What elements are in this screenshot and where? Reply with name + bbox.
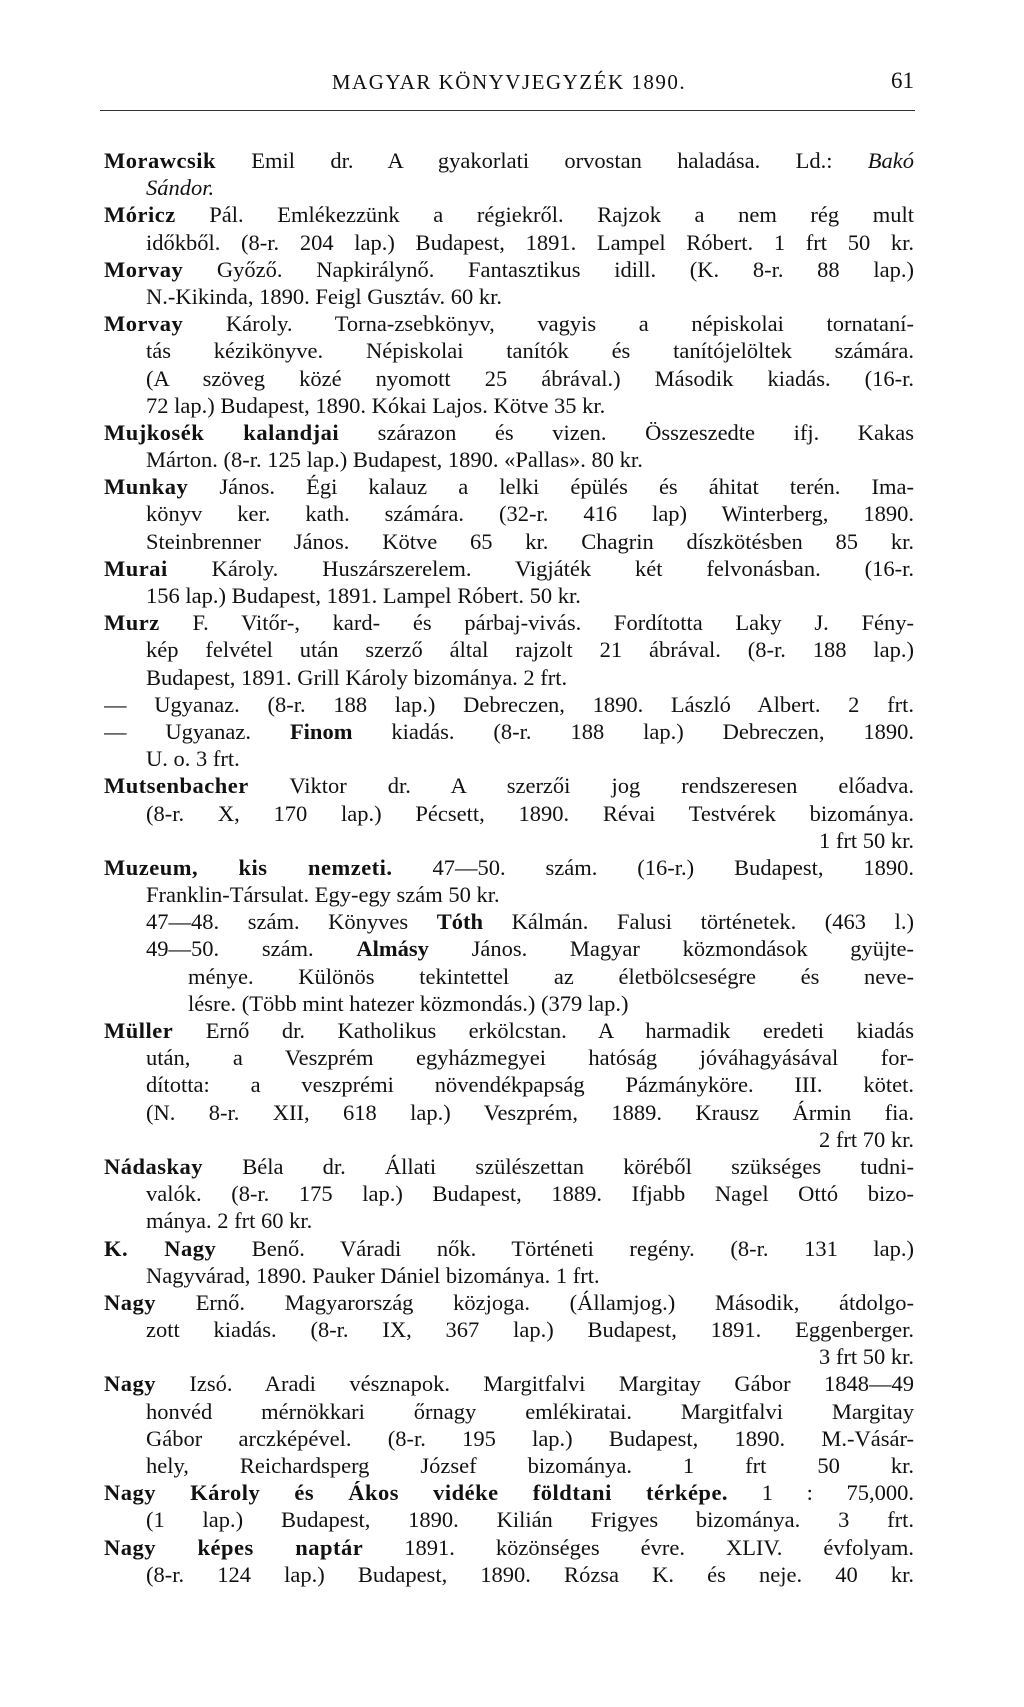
- entry-line: [104, 963, 914, 990]
- entry-line: [104, 256, 914, 283]
- entry-line: [104, 283, 914, 310]
- entry-heading: Murai: [104, 555, 168, 581]
- entry-line: [104, 1071, 914, 1098]
- entry-heading: K. Nagy: [104, 1235, 217, 1261]
- entry-line: [104, 718, 914, 745]
- entry-text: Tóth: [436, 909, 483, 935]
- entry-heading: Nagy Károly és Ákos vidéke földtani térképe.: [104, 1480, 729, 1506]
- page-header: [104, 66, 914, 102]
- entry-text: Győző. Napkirálynő. Fantasztikus idill. (K. 8-r. 88 lap.): [183, 256, 914, 282]
- entry-heading: Morvay: [104, 256, 184, 282]
- entry-text: ménye. Különös tekintettel az életbölcseségre és neve-: [188, 963, 914, 989]
- entry-text: Emil dr. A gyakorlati orvostan haladása. Ld.:: [215, 148, 868, 173]
- entry-line: [104, 500, 914, 527]
- entry-text: honvéd mérnökkari őrnagy emlékiratai. Margitfalvi Margitay: [146, 1398, 914, 1424]
- entry-line: [104, 1262, 914, 1289]
- entry-text: Benő. Váradi nők. Történeti regény. (8-r. 131 lap.): [216, 1235, 914, 1261]
- entry-line: [104, 1126, 914, 1153]
- entry-text: 49—50. szám.: [146, 936, 357, 962]
- entry-line: [104, 528, 914, 555]
- entry-text: Viktor dr. A szerzői jog rendszeresen előadva.: [248, 773, 914, 799]
- entry-text: zott kiadás. (8-r. IX, 367 lap.) Budapest, 1891. Eggenberger.: [146, 1317, 914, 1343]
- entry-text: Steinbrenner János. Kötve 65 kr. Chagrin díszkötésben 85 kr.: [146, 528, 914, 554]
- entry-text: mánya. 2 frt 60 kr.: [146, 1208, 313, 1234]
- entry-text: (N. 8-r. XII, 618 lap.) Veszprém, 1889. Krausz Ármin fia.: [146, 1099, 914, 1125]
- entry-line: [104, 365, 914, 392]
- entry-line: [104, 1316, 914, 1343]
- entry-line: [104, 174, 914, 201]
- entry-heading: Móricz: [104, 202, 176, 228]
- entry-line: [104, 392, 914, 419]
- entry-line: [104, 446, 914, 473]
- entry-text: (A szöveg közé nyomott 25 ábrával.) Második kiadás. (16-r.: [146, 365, 914, 391]
- entry-line: [104, 1343, 914, 1370]
- entry-line: [104, 664, 914, 691]
- entry-line: [104, 1207, 914, 1234]
- entry-text: 47—50. szám. (16-r.) Budapest, 1890.: [392, 854, 914, 880]
- entry-text: U. o. 3 frt.: [146, 746, 240, 772]
- entry-line: [104, 609, 914, 636]
- entry-text: F. Vitőr-, kard- és párbaj-vivás. Fordította Laky J. Fény-: [159, 610, 914, 636]
- entry-text: — Ugyanaz. (8-r. 188 lap.) Debreczen, 1890. László Albert. 2 frt.: [104, 691, 914, 717]
- entry-text: Károly. Huszárszerelem. Vigjáték két felvonásban. (16-r.: [167, 555, 914, 581]
- entry-text: Nagyvárad, 1890. Pauker Dániel bizománya. 1 frt.: [146, 1262, 600, 1288]
- entry-line: [104, 1561, 914, 1588]
- entry-text: valók. (8-r. 175 lap.) Budapest, 1889. Ifjabb Nagel Ottó bizo-: [146, 1181, 914, 1207]
- running-title: MAGYAR KÖNYVJEGYZÉK 1890.: [331, 70, 687, 94]
- entry-line: [104, 691, 914, 718]
- entry-text: Ernő. Magyarország közjoga. (Államjog.) Második, átdolgo-: [156, 1289, 914, 1315]
- entry-line: [104, 990, 914, 1017]
- entry-text: (8-r. 124 lap.) Budapest, 1890. Rózsa K. és neje. 40 kr.: [146, 1561, 914, 1587]
- entry-text: Márton. (8-r. 125 lap.) Budapest, 1890. «Pallas». 80 kr.: [146, 447, 643, 473]
- entry-heading: Muzeum, kis nemzeti.: [104, 854, 393, 880]
- entry-text: Almásy: [356, 936, 429, 962]
- entry-heading: Nagy képes naptár: [104, 1534, 364, 1560]
- entry-heading: Murz: [104, 610, 160, 636]
- entry-text: 1 frt 50 kr.: [819, 827, 914, 853]
- entry-text: Pál. Emlékezzünk a régiekről. Rajzok a nem rég mult: [175, 202, 914, 228]
- entry-text: 2 frt 70 kr.: [819, 1126, 914, 1152]
- entry-line: [104, 1452, 914, 1479]
- entry-line: [104, 1479, 914, 1506]
- entry-heading: Mujkosék kalandjai: [104, 419, 340, 445]
- entry-heading: Nagy: [104, 1371, 156, 1397]
- entry-heading: Mutsenbacher: [104, 773, 249, 799]
- entry-line: [104, 745, 914, 772]
- entry-text: lésre. (Több mint hatezer közmondás.) (379 lap.): [188, 990, 629, 1016]
- entry-text: (1 lap.) Budapest, 1890. Kilián Frigyes bizománya. 3 frt.: [146, 1507, 914, 1533]
- entry-text: Ernő dr. Katholikus erkölcstan. A harmadik eredeti kiadás: [173, 1018, 914, 1043]
- entry-text: 1 : 75,000.: [728, 1480, 914, 1506]
- entry-line: [104, 827, 914, 854]
- entry-line: [104, 1017, 914, 1044]
- entry-line: [104, 1153, 914, 1180]
- entry-text: Gábor arczképével. (8-r. 195 lap.) Budapest, 1890. M.-Vásár-: [146, 1425, 914, 1451]
- entry-heading: Munkay: [104, 474, 189, 500]
- entry-text: szárazon és vizen. Összeszedte ifj. Kakas: [339, 419, 914, 445]
- entry-line: [104, 473, 914, 500]
- entry-heading: Morawcsik: [104, 148, 216, 173]
- header-rule: [100, 110, 915, 111]
- entry-text: tás kézikönyve. Népiskolai tanítók és tanítójelöltek számára.: [146, 338, 914, 364]
- entry-line: [104, 310, 914, 337]
- entry-text: hely, Reichardsperg József bizománya. 1 frt 50 kr.: [146, 1453, 914, 1478]
- entry-line: [104, 881, 914, 908]
- entry-text: N.-Kikinda, 1890. Feigl Gusztáv. 60 kr.: [146, 283, 503, 309]
- entry-line: [104, 854, 914, 881]
- entry-text: 3 frt 50 kr.: [819, 1344, 914, 1370]
- entry-line: [104, 229, 914, 256]
- entry-line: [104, 1534, 914, 1561]
- entry-text: könyv ker. kath. számára. (32-r. 416 lap) Winterberg, 1890.: [146, 501, 914, 527]
- entry-line: [104, 1398, 914, 1425]
- entry-line: [104, 582, 914, 609]
- entry-line: [104, 636, 914, 663]
- entry-line: [104, 1235, 914, 1262]
- entry-text: Budapest, 1891. Grill Károly bizománya. 2 frt.: [146, 664, 568, 690]
- entry-line: [104, 1180, 914, 1207]
- entry-text: — Ugyanaz.: [104, 718, 290, 744]
- entry-text: 72 lap.) Budapest, 1890. Kókai Lajos. Kötve 35 kr.: [146, 392, 606, 418]
- entry-text: 156 lap.) Budapest, 1891. Lampel Róbert. 50 kr.: [146, 583, 581, 608]
- entry-text: kép felvétel után szerző által rajzolt 21 ábrával. (8-r. 188 lap.): [146, 637, 914, 663]
- entry-text: Franklin-Társulat. Egy-egy szám 50 kr.: [146, 882, 500, 908]
- entry-line: [104, 772, 914, 799]
- entry-heading: Müller: [104, 1018, 174, 1043]
- entry-line: [104, 201, 914, 228]
- entry-line: [104, 1289, 914, 1316]
- entry-heading: Nagy: [104, 1289, 156, 1315]
- entry-line: [104, 147, 914, 174]
- entry-text: dította: a veszprémi növendékpapság Pázmányköre. III. kötet.: [146, 1072, 914, 1098]
- entry-line: [104, 935, 914, 962]
- entry-line: [104, 1370, 914, 1397]
- entry-line: [104, 800, 914, 827]
- entry-text: Béla dr. Állati szülészettan köréből szükséges tudni-: [203, 1153, 914, 1179]
- entry-line: [104, 555, 914, 582]
- entry-text: 47—48. szám. Könyves: [146, 909, 437, 935]
- entry-text: János. Égi kalauz a lelki épülés és áhitat terén. Ima-: [188, 474, 914, 500]
- entry-text: Sándor.: [146, 175, 215, 201]
- entry-text: Kálmán. Falusi történetek. (463 l.): [483, 909, 914, 935]
- entry-line: [104, 337, 914, 364]
- entry-text: (8-r. X, 170 lap.) Pécsett, 1890. Révai Testvérek bizománya.: [146, 800, 914, 826]
- entry-text: Finom: [289, 718, 353, 744]
- entry-text: János. Magyar közmondások gyüjte-: [428, 936, 914, 962]
- entry-text: időkből. (8-r. 204 lap.) Budapest, 1891. Lampel Róbert. 1 frt 50 kr.: [146, 229, 914, 255]
- entry-text: Izsó. Aradi vésznapok. Margitfalvi Margitay Gábor 1848—49: [156, 1371, 914, 1397]
- entry-line: [104, 1506, 914, 1533]
- entry-heading: Nádaskay: [104, 1153, 204, 1179]
- entry-text: után, a Veszprém egyházmegyei hatóság jóváhagyásával for-: [146, 1045, 914, 1071]
- entry-text: Károly. Torna-zsebkönyv, vagyis a népiskolai tornataní-: [183, 311, 914, 337]
- entry-line: [104, 1044, 914, 1071]
- entry-heading: Morvay: [104, 311, 184, 337]
- entry-line: [104, 908, 914, 935]
- page-number: 61: [891, 68, 914, 93]
- entry-line: [104, 419, 914, 446]
- entry-text: Bakó: [867, 148, 914, 173]
- bibliography-column: [104, 147, 914, 1588]
- entry-text: kiadás. (8-r. 188 lap.) Debreczen, 1890.: [352, 718, 914, 744]
- entry-line: [104, 1425, 914, 1452]
- entry-text: 1891. közönséges évre. XLIV. évfolyam.: [363, 1534, 914, 1560]
- entry-line: [104, 1099, 914, 1126]
